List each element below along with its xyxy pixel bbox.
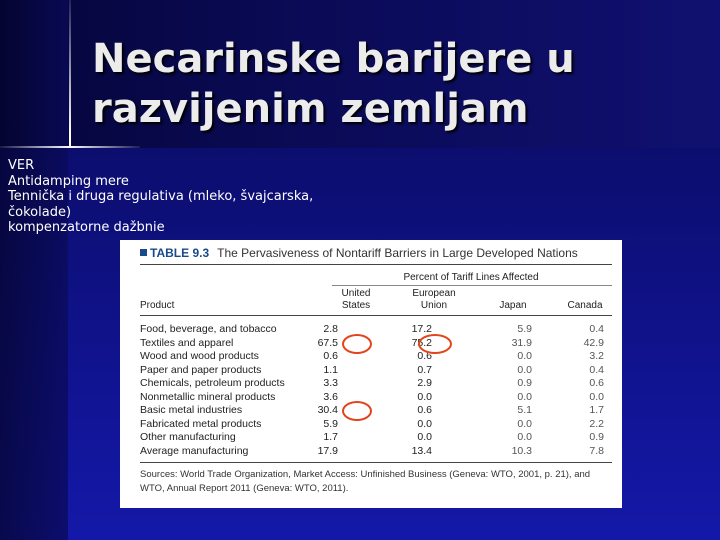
cell-eu: 75.2 <box>411 336 432 349</box>
col-header-us-line1: United <box>341 288 371 299</box>
cell-japan: 10.3 <box>511 444 532 457</box>
group-header: Percent of Tariff Lines Affected <box>403 272 539 283</box>
cell-eu: 0.0 <box>417 390 432 403</box>
row-product: Textiles and apparel <box>140 336 234 349</box>
cell-us: 17.9 <box>317 444 338 457</box>
table-row <box>140 418 610 432</box>
cell-canada: 0.4 <box>589 323 604 335</box>
col-header-eu-line2: Union <box>420 300 448 311</box>
col-header-product: Product <box>140 300 175 311</box>
col-header-us <box>320 288 392 312</box>
highlight-circle <box>418 334 452 354</box>
cell-japan: 0.0 <box>517 350 532 362</box>
cell-japan: 0.0 <box>517 390 532 403</box>
cell-eu: 13.4 <box>411 444 432 457</box>
cell-us: 2.8 <box>323 323 338 335</box>
table-row <box>140 323 610 337</box>
table-number: TABLE 9.3 <box>150 246 210 260</box>
highlight-circle <box>342 334 372 354</box>
cell-canada: 0.6 <box>589 377 604 389</box>
row-product: Nonmetallic mineral products <box>140 390 276 403</box>
table-title: The Pervasiveness of Nontariff Barriers in Large Developed Nations <box>217 246 578 260</box>
col-header-japan: Japan <box>499 300 527 311</box>
table-row <box>140 350 610 364</box>
cell-canada: 2.2 <box>589 417 604 430</box>
cell-canada: 0.4 <box>589 363 604 376</box>
cell-eu: 0.6 <box>417 404 432 416</box>
table-caption <box>140 246 620 262</box>
cell-canada: 1.7 <box>589 404 604 416</box>
cell-us: 1.1 <box>323 363 338 376</box>
cell-japan: 5.1 <box>517 404 532 416</box>
title-line-1: Necarinske barijere u <box>92 36 575 82</box>
cell-japan: 0.0 <box>517 431 532 443</box>
cell-canada: 0.0 <box>589 390 604 403</box>
bullet-item: čokolade) <box>8 204 72 220</box>
slide-title <box>92 34 702 134</box>
cell-japan: 0.0 <box>517 363 532 376</box>
cell-canada: 0.9 <box>589 431 604 443</box>
cell-us: 67.5 <box>317 336 338 349</box>
cell-us: 30.4 <box>317 404 338 416</box>
col-header-eu <box>398 288 470 312</box>
table-source <box>140 468 615 496</box>
cell-japan: 0.9 <box>517 377 532 389</box>
col-header-canada: Canada <box>567 300 603 311</box>
table-row <box>140 391 610 405</box>
caption-square-icon <box>140 249 147 256</box>
cell-japan: 31.9 <box>511 336 532 349</box>
cell-eu: 0.6 <box>417 350 432 362</box>
decorative-horizontal-line <box>0 146 140 148</box>
bullet-list <box>8 158 368 236</box>
row-product: Food, beverage, and tobacco <box>140 323 277 335</box>
cell-canada: 42.9 <box>583 336 604 349</box>
table-image <box>120 240 622 508</box>
row-product: Basic metal industries <box>140 404 243 416</box>
cell-us: 5.9 <box>323 417 338 430</box>
left-band <box>0 0 68 540</box>
bullet-item: kompenzatorne dažbnie <box>8 220 165 235</box>
decorative-vertical-line <box>69 0 71 148</box>
source-line-1: Sources: World Trade Organization, Market Access: Unfinished Business (Geneva: WTO, 2001, p. 21), and <box>140 469 591 480</box>
table-row <box>140 364 610 378</box>
cell-us: 1.7 <box>323 431 338 443</box>
title-line-2: razvijenim zemljam <box>92 86 529 132</box>
table-row <box>140 445 610 459</box>
bullet-item: Antidamping mere <box>8 173 129 189</box>
row-product: Other manufacturing <box>140 431 236 443</box>
table-row <box>140 337 610 351</box>
cell-canada: 7.8 <box>589 444 604 457</box>
row-product: Fabricated metal products <box>140 417 262 430</box>
cell-eu: 0.0 <box>417 431 432 443</box>
col-header-us-line2: States <box>341 300 371 311</box>
bullet-item: Tennička i druga regulativa (mleko, švajcarska, <box>8 189 314 204</box>
rule-header <box>140 315 612 316</box>
cell-canada: 3.2 <box>589 350 604 362</box>
table-row <box>140 377 610 391</box>
cell-us: 3.3 <box>323 377 338 389</box>
cell-us: 3.6 <box>323 390 338 403</box>
highlight-circle <box>342 401 372 421</box>
cell-eu: 17.2 <box>411 323 432 335</box>
table-row <box>140 431 610 445</box>
table-row <box>140 404 610 418</box>
row-product: Paper and paper products <box>140 363 262 376</box>
row-product: Chemicals, petroleum products <box>140 377 285 389</box>
col-header-eu-line1: European <box>412 288 456 299</box>
row-product: Average manufacturing <box>140 444 249 457</box>
cell-eu: 0.0 <box>417 417 432 430</box>
source-line-2: WTO, Annual Report 2011 (Geneva: WTO, 2011). <box>140 483 349 494</box>
rule-bottom <box>140 462 612 463</box>
rule-group <box>332 285 612 286</box>
cell-eu: 0.7 <box>417 363 432 376</box>
cell-japan: 0.0 <box>517 417 532 430</box>
bullet-item: VER <box>8 158 35 173</box>
cell-us: 0.6 <box>323 350 338 362</box>
cell-japan: 5.9 <box>517 323 532 335</box>
rule-top <box>140 264 612 265</box>
row-product: Wood and wood products <box>140 350 259 362</box>
cell-eu: 2.9 <box>417 377 432 389</box>
